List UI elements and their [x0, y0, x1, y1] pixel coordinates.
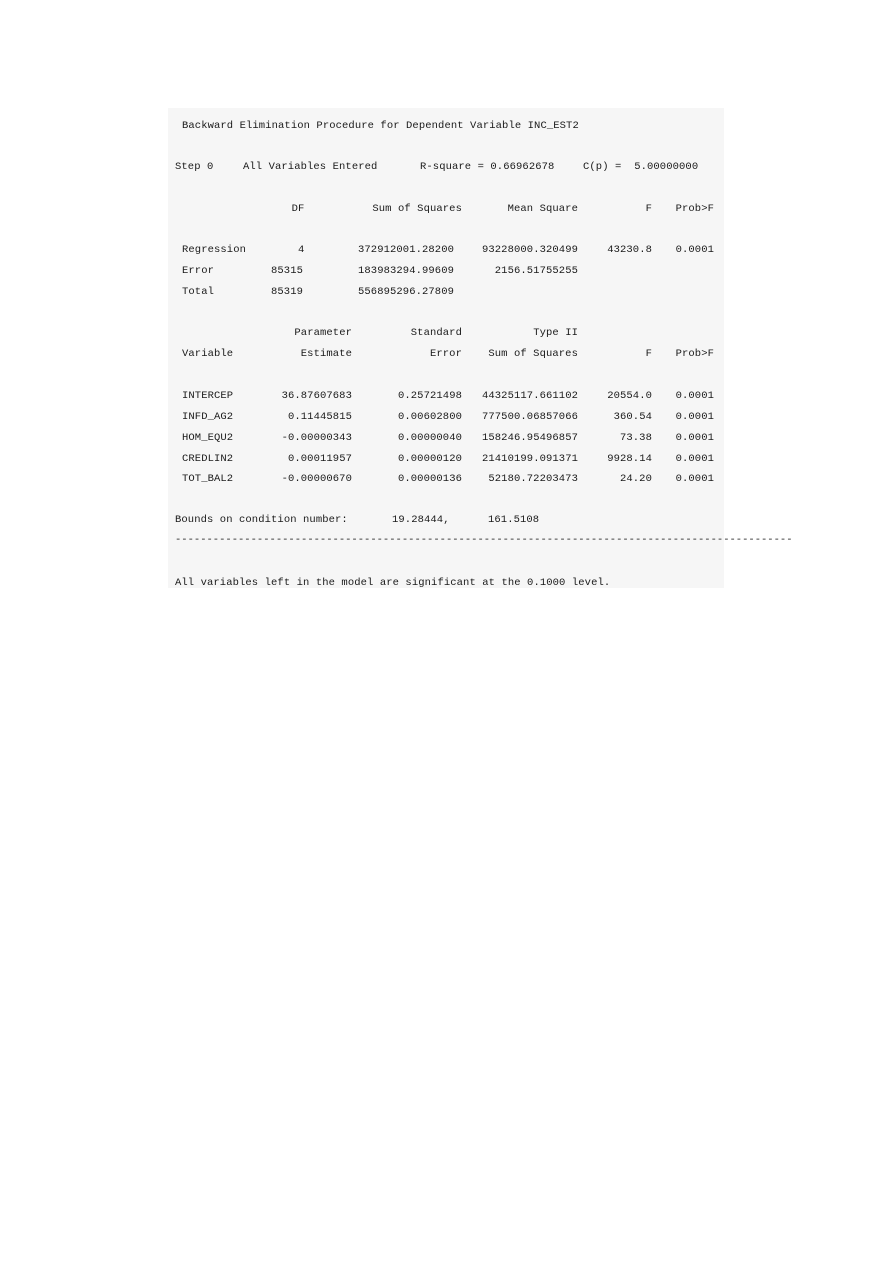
param-variable: HOM_EQU2: [182, 432, 234, 444]
param-header-ss-line2: Sum of Squares: [488, 348, 578, 360]
anova-ms: 93228000.320499: [481, 244, 578, 256]
param-header-estimate-line2: Estimate: [300, 348, 352, 360]
param-std-error: 0.00000040: [397, 432, 462, 444]
param-std-error: 0.25721498: [397, 390, 462, 402]
anova-source: Total: [182, 286, 215, 298]
param-p: 0.0001: [675, 432, 714, 444]
param-estimate: 36.87607683: [281, 390, 352, 402]
param-p: 0.0001: [675, 411, 714, 423]
param-type2-ss: 777500.06857066: [481, 411, 578, 423]
param-header-estimate-line1: Parameter: [294, 327, 352, 339]
param-header-se-line2: Error: [429, 348, 462, 360]
param-header-f: F: [645, 348, 652, 360]
bounds-lower: 19.28444,: [392, 514, 450, 526]
param-estimate: 0.11445815: [287, 411, 352, 423]
param-p: 0.0001: [675, 473, 714, 485]
param-variable: TOT_BAL2: [182, 473, 234, 485]
bounds-label: Bounds on condition number:: [175, 514, 348, 526]
step-status: All Variables Entered: [243, 161, 378, 173]
anova-ss: 372912001.28200: [358, 244, 455, 256]
param-estimate: -0.00000670: [281, 473, 352, 485]
cp-value: C(p) = 5.00000000: [583, 161, 699, 173]
param-header-p: Prob>F: [675, 348, 714, 360]
param-p: 0.0001: [675, 390, 714, 402]
anova-ss: 556895296.27809: [358, 286, 455, 298]
anova-df: 4: [298, 244, 305, 256]
param-std-error: 0.00000136: [397, 473, 462, 485]
anova-source: Error: [182, 265, 215, 277]
param-p: 0.0001: [675, 453, 714, 465]
param-type2-ss: 21410199.091371: [481, 453, 578, 465]
anova-df: 85315: [271, 265, 304, 277]
param-type2-ss: 158246.95496857: [481, 432, 578, 444]
anova-p: 0.0001: [675, 244, 714, 256]
bounds-upper: 161.5108: [488, 514, 540, 526]
param-f: 73.38: [619, 432, 652, 444]
r-square: R-square = 0.66962678: [420, 161, 555, 173]
param-type2-ss: 52180.72203473: [488, 473, 578, 485]
param-std-error: 0.00000120: [397, 453, 462, 465]
anova-header-ms: Mean Square: [507, 203, 578, 215]
anova-header-df: DF: [291, 203, 305, 215]
anova-f: 43230.8: [607, 244, 652, 256]
param-type2-ss: 44325117.661102: [481, 390, 578, 402]
anova-df: 85319: [271, 286, 304, 298]
anova-header-ss: Sum of Squares: [372, 203, 462, 215]
param-std-error: 0.00602800: [397, 411, 462, 423]
param-header-ss-line1: Type II: [533, 327, 578, 339]
anova-ms: 2156.51755255: [494, 265, 578, 277]
step-label: Step 0: [175, 161, 214, 173]
anova-header-p: Prob>F: [675, 203, 714, 215]
anova-source: Regression: [182, 244, 247, 256]
param-f: 20554.0: [607, 390, 652, 402]
param-header-se-line1: Standard: [410, 327, 462, 339]
param-f: 360.54: [613, 411, 652, 423]
param-estimate: -0.00000343: [281, 432, 352, 444]
param-variable: INFD_AG2: [182, 411, 234, 423]
param-f: 9928.14: [607, 453, 652, 465]
param-f: 24.20: [619, 473, 652, 485]
anova-ss: 183983294.99609: [358, 265, 455, 277]
param-variable: INTERCEP: [182, 390, 234, 402]
dashed-divider: --------------------------------------------------------------------------------------------------: [175, 534, 793, 546]
anova-header-f: F: [645, 203, 652, 215]
param-estimate: 0.00011957: [287, 453, 352, 465]
significance-note: All variables left in the model are significant at the 0.1000 level.: [175, 577, 611, 589]
param-header-variable: Variable: [182, 348, 234, 360]
procedure-title: Backward Elimination Procedure for Dependent Variable INC_EST2: [182, 120, 579, 132]
param-variable: CREDLIN2: [182, 453, 234, 465]
